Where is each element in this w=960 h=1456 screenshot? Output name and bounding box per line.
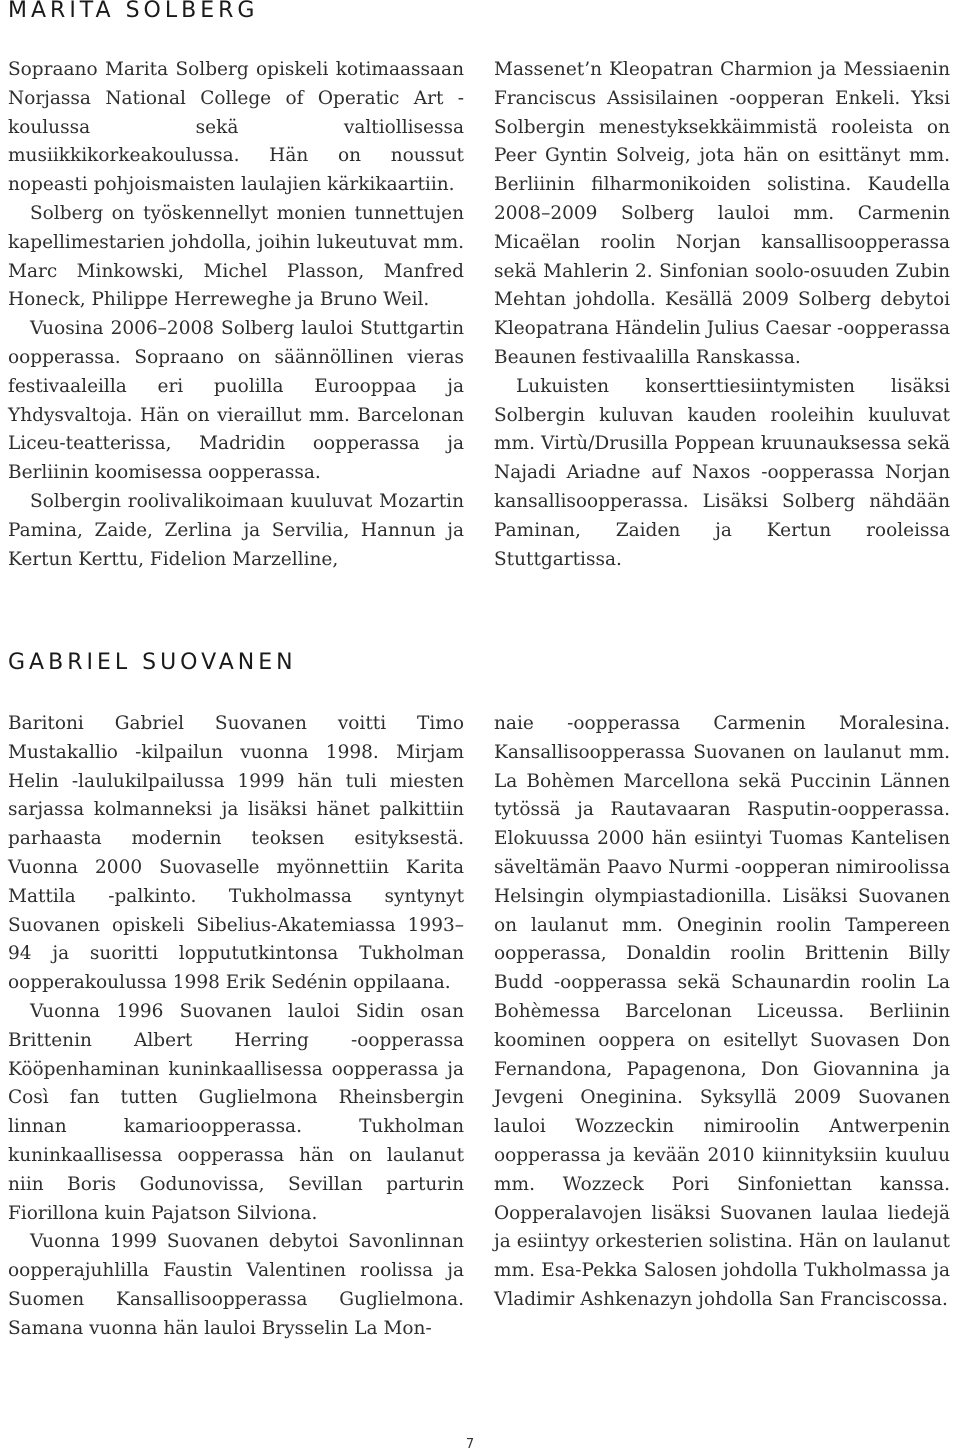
- paragraph: Massenet’n Kleopatran Charmion ja Messiaenin Franciscus Assisilainen -oopperan Enkeli. Yksi Solbergin menestyksekkäimmistä rooleista on Peer Gyntin Solveig, jota hän on esittänyt mm. Berliinin filharmonikoiden solistina. Kaudella 2008–2009 Solberg lauloi mm. Carmenin Micaëlan roolin Norjan kansallisoopperassa sekä Mahlerin 2. Sinfonian soolo-osuuden Zubin Mehtan johdolla. Kesällä 2009 Solberg debytoi Kleopatrana Händelin Julius Caesar -oopperassa Beaunen festivaalilla Ranskassa.: [494, 59, 950, 368]
- paragraph: Solbergin roolivalikoimaan kuuluvat Mozartin Pamina, Zaide, Zerlina ja Servilia, Hannun ja Kertun Kerttu, Fidelion Marzelline,: [8, 490, 464, 570]
- text-column-left: [8, 56, 464, 574]
- paragraph: Lukuisten konserttiesiintymisten lisäksi Solbergin kuluvan kauden rooleihin kuuluvat mm. Virtù/Drusilla Poppean kruunauksessa sekä Najadi Ariadne auf Naxos -oopperassa Norjan kansallisoopperassa. Lisäksi Solberg nähdään Paminan, Zaiden ja Kertun rooleissa Stuttgartissa.: [494, 375, 950, 570]
- text-column-right: [494, 56, 950, 574]
- paragraph: Vuosina 2006–2008 Solberg lauloi Stuttgartin oopperassa. Sopraano on säännöllinen vieras festivaaleilla eri puolilla Eurooppaa ja Yhdysvaltoja. Hän on vieraillut mm. Barcelonan Liceu-teatterissa, Madridin oopperassa ja Berliinin koomisessa oopperassa.: [8, 318, 464, 484]
- section-heading: GABRIEL SUOVANEN: [8, 650, 297, 675]
- text-column-left: [8, 710, 464, 1344]
- paragraph: Sopraano Marita Solberg opiskeli kotimaassaan Norjassa National College of Operatic Art -koulussa sekä valtiollisessa musiikkikorkeakoulussa. Hän on noussut nopeasti pohjoismaisten laulajien kärkikaartiin.: [8, 59, 464, 196]
- text-column-right: [494, 710, 950, 1315]
- paragraph: Solberg on työskennellyt monien tunnettujen kapellimestarien johdolla, joihin lukeutuvat mm. Marc Minkowski, Michel Plasson, Manfred Honeck, Philippe Herreweghe ja Bruno Weil.: [8, 202, 464, 311]
- section-heading: MARITA SOLBERG: [8, 0, 259, 23]
- paragraph: Vuonna 1999 Suovanen debytoi Savonlinnan oopperajuhlilla Faustin Valentinen roolissa ja Suomen Kansallisoopperassa Guglielmona. Samana vuonna hän lauloi Brysselin La Mon-: [8, 1231, 464, 1339]
- paragraph: Baritoni Gabriel Suovanen voitti Timo Mustakallio -kilpailun vuonna 1998. Mirjam Helin -laulukilpailussa 1999 hän tuli miesten sarjassa kolmanneksi ja lisäksi hänet palkittiin parhaasta modernin teoksen esityksestä. Vuonna 2000 Suovaselle myönnettiin Karita Mattila -palkinto. Tukholmassa syntynyt Suovanen opiskeli Sibelius-Akatemiassa 1993–94 ja suoritti loppututkintonsa Tukholman oopperakoulussa 1998 Erik Sedénin oppilaana.: [8, 713, 464, 994]
- page-number: 7: [465, 1437, 475, 1452]
- paragraph: naie -oopperassa Carmenin Moralesina. Kansallisoopperassa Suovanen on laulanut mm. La Bohèmen Marcellona sekä Puccinin Lännen tytössä ja Rautavaaran Rasputin-oopperassa. Elokuussa 2000 hän esiintyi Tuomas Kantelisen säveltämän Paavo Nurmi -oopperan nimiroolissa Helsingin olympiastadionilla. Lisäksi Suovanen on laulanut mm. Oneginin roolin Tampereen oopperassa, Donaldin roolin Brittenin Billy Budd -oopperassa sekä Schaunardin roolin La Bohèmessa Barcelonan Liceussa. Berliinin koominen ooppera on esitellyt Suovasen Don Fernandona, Papagenona, Don Giovannina ja Jevgeni Oneginina. Syksyllä 2009 Suovanen lauloi Wozzeckin nimiroolin Antwerpenin oopperassa ja kevään 2010 kiinnityksiin kuuluu mm. Wozzeck Pori Sinfoniettan kanssa. Oopperalavojen lisäksi Suovanen laulaa liedejä ja esiintyy orkesterien solistina. Hän on laulanut mm. Esa-Pekka Salosen johdolla Tukholmassa ja Vladimir Ashkenazyn johdolla San Franciscossa.: [494, 713, 950, 1310]
- paragraph: Vuonna 1996 Suovanen lauloi Sidin osan Brittenin Albert Herring -oopperassa Kööpenhaminan kuninkaallisessa oopperassa ja Così fan tutten Guglielmona Rheinsbergin linnan kamarioopperassa. Tukholman kuninkaallisessa oopperassa hän on laulanut niin Boris Godunovissa, Sevillan parturin Fiorillona kuin Pajatson Silviona.: [8, 1000, 464, 1224]
